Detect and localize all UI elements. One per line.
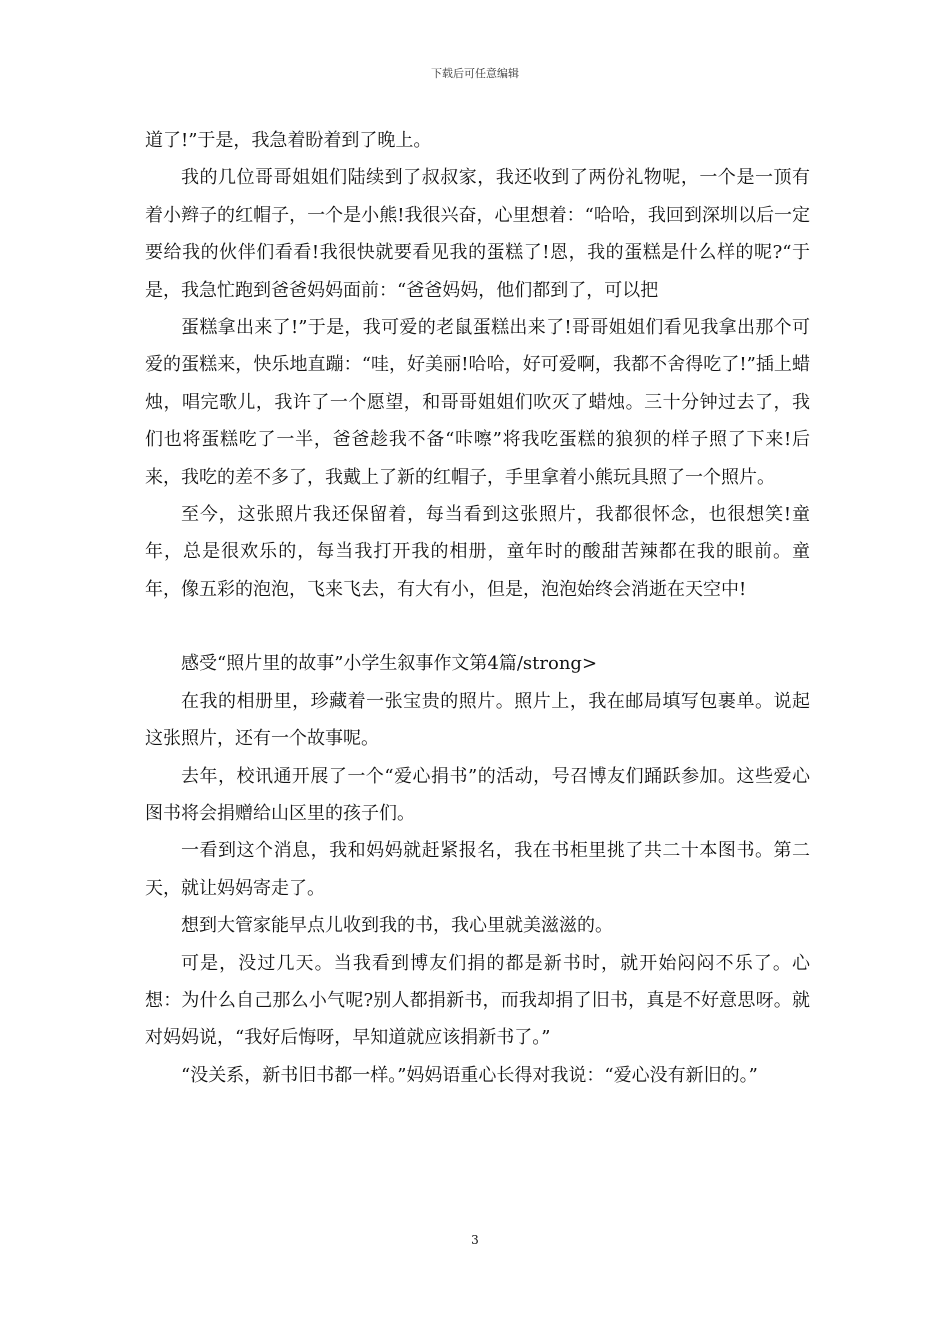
paragraph: 我的几位哥哥姐姐们陆续到了叔叔家，我还收到了两份礼物呢，一个是一顶有着小辫子的红帽子，一个是小熊!我很兴奋，心里想着：“哈哈，我回到深圳以后一定要给我的伙伴们看看!我很快就要看见我的蛋糕了!恩，我的蛋糕是什么样的呢?“于是，我急忙跑到爸爸妈妈面前：“爸爸妈妈，他们都到了，可以把 (145, 167, 810, 301)
paragraph: 去年，校讯通开展了一个“爱心捐书”的活动，号召博友们踊跃参加。这些爱心图书将会捐赠给山区里的孩子们。 (145, 765, 810, 824)
paragraph: 在我的相册里，珍藏着一张宝贵的照片。照片上，我在邮局填写包裹单。说起这张照片，还有一个故事呢。 (145, 690, 810, 750)
paragraph: 至今，这张照片我还保留着，每当看到这张照片，我都很怀念，也很想笑!童年，总是很欢乐的，每当我打开我的相册，童年时的酸甜苦辣都在我的眼前。童年，像五彩的泡泡，飞来飞去，有大有小，但是，泡泡始终会消逝在天空中! (145, 504, 810, 600)
paragraph-continuation: 道了!”于是，我急着盼着到了晚上。 (145, 130, 432, 151)
document-body (145, 122, 810, 1094)
paragraph: 一看到这个消息，我和妈妈就赶紧报名，我在书柜里挑了共二十本图书。第二天，就让妈妈寄走了。 (145, 840, 810, 899)
paragraph: 蛋糕拿出来了!”于是，我可爱的老鼠蛋糕出来了!哥哥姐姐们看见我拿出那个可爱的蛋糕来，快乐地直蹦：“哇，好美丽!哈哈，好可爱啊，我都不舍得吃了!”插上蜡烛，唱完歌儿，我许了一个愿望，和哥哥姐姐们吹灭了蜡烛。三十分钟过去了，我们也将蛋糕吃了一半，爸爸趁我不备“咔嚓”将我吃蛋糕的狼狈的样子照了下来!后来，我吃的差不多了，我戴上了新的红帽子，手里拿着小熊玩具照了一个照片。 (145, 317, 810, 488)
page-number: 3 (471, 1233, 479, 1247)
paragraph: 想到大管家能早点儿收到我的书，我心里就美滋滋的。 (181, 915, 613, 937)
section-heading: 感受“照片里的故事”小学生叙事作文第4篇/strong> (181, 653, 598, 675)
page-header: 下载后可任意编辑 (431, 67, 519, 80)
paragraph: 可是，没过几天。当我看到博友们捐的都是新书时，就开始闷闷不乐了。心想：为什么自己那么小气呢?别人都捐新书，而我却捐了旧书，真是不好意思呀。就对妈妈说，“我好后悔呀，早知道就应该捐新书了。” (145, 952, 810, 1049)
paragraph: “没关系，新书旧书都一样。”妈妈语重心长得对我说：“爱心没有新旧的。” (181, 1064, 758, 1086)
